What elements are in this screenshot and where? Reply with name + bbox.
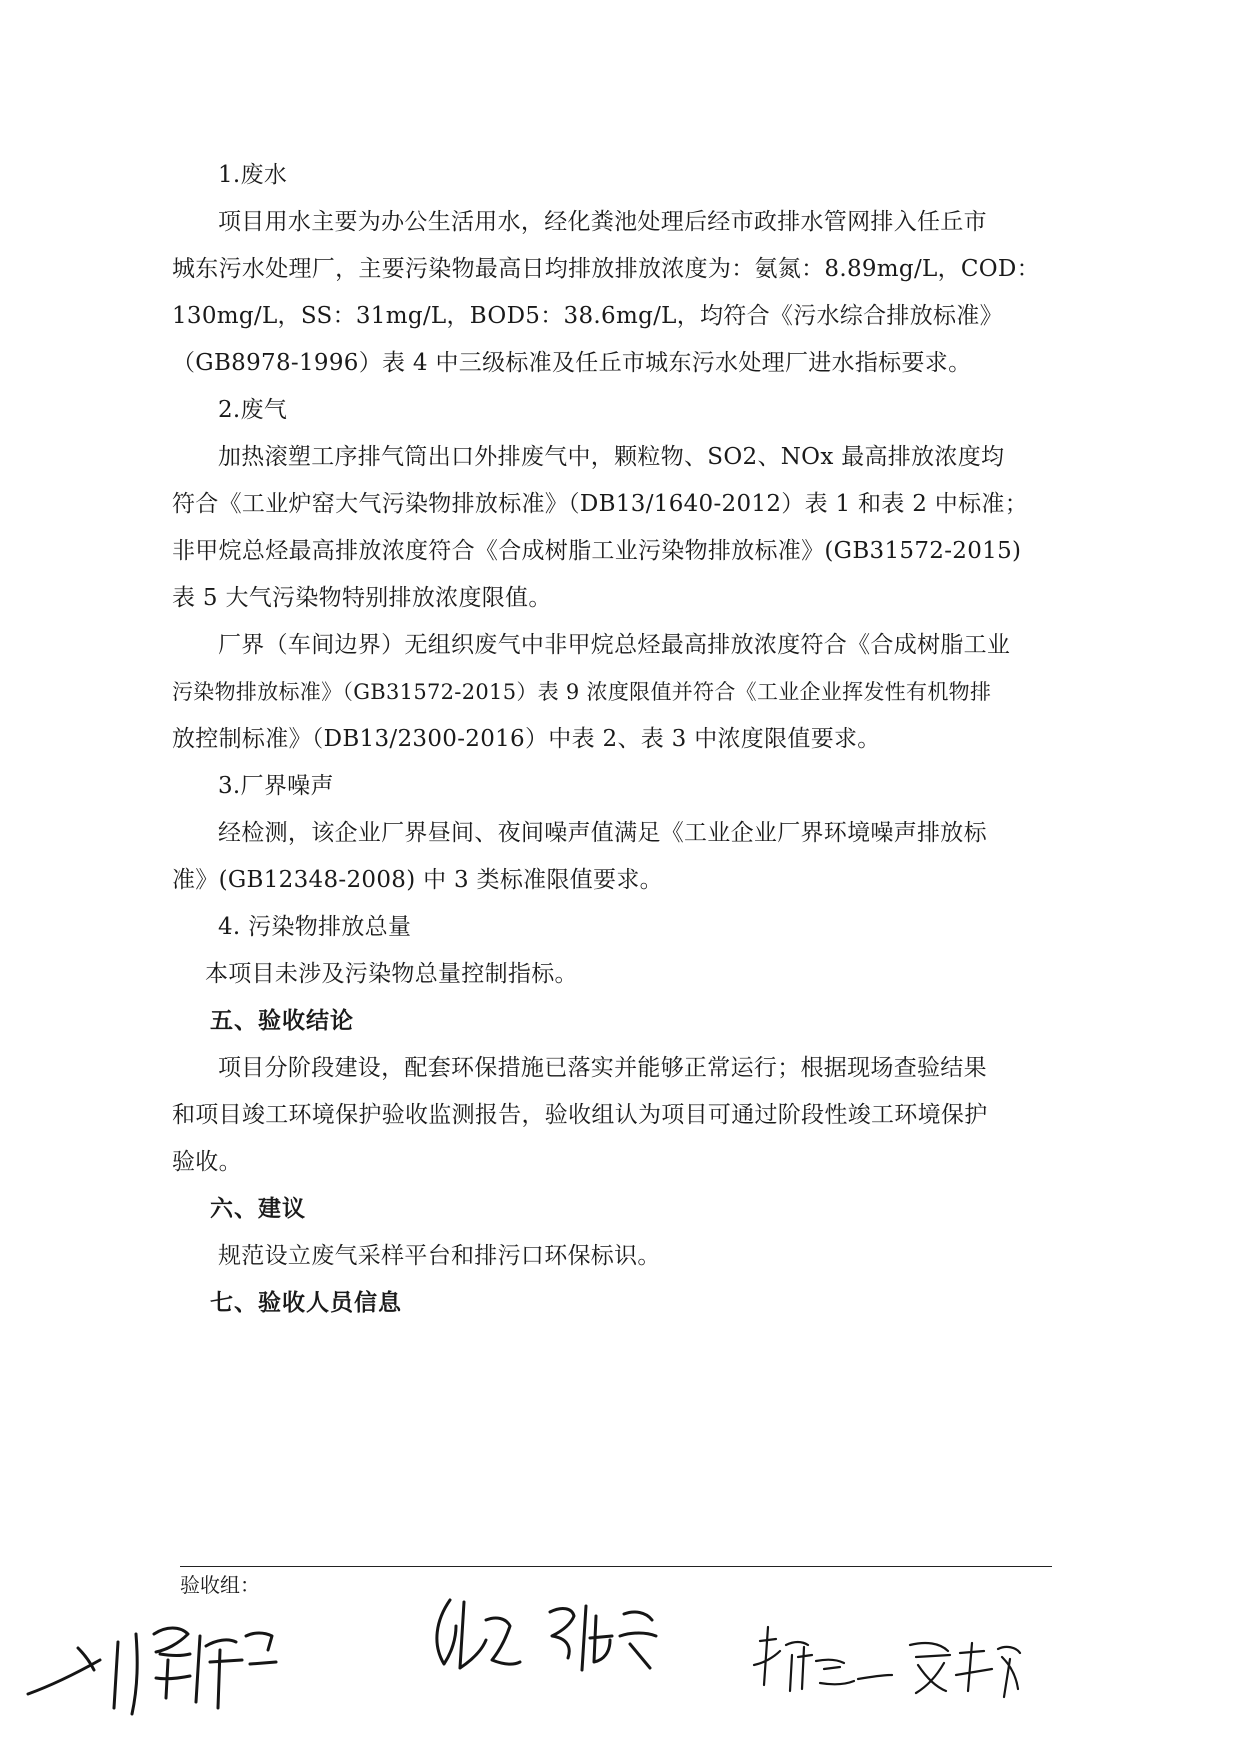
paragraph-line: 规范设立废气采样平台和排污口环保标识。 — [218, 1243, 661, 1269]
paragraph-line: 本项目未涉及污染物总量控制指标。 — [205, 961, 578, 987]
paragraph-line: 加热滚塑工序排气筒出口外排废气中，颗粒物、SO2、NOx 最高排放浓度均 — [218, 444, 1005, 470]
paragraph-line: 准》(GB12348-2008) 中 3 类标准限值要求。 — [172, 867, 663, 893]
subheading-wastewater: 1.废水 — [218, 162, 288, 188]
paragraph-line: 表 5 大气污染物特别排放浓度限值。 — [172, 585, 552, 611]
paragraph-line: （GB8978-1996）表 4 中三级标准及任丘市城东污水处理厂进水指标要求。 — [172, 350, 972, 376]
subheading-total-emissions: 4. 污染物排放总量 — [218, 914, 412, 940]
signature-divider — [180, 1566, 1052, 1567]
heading-suggestions: 六、建议 — [210, 1195, 306, 1222]
paragraph-line: 符合《工业炉窑大气污染物排放标准》（DB13/1640-2012）表 1 和表 2 中标准； — [172, 491, 1029, 517]
subheading-waste-gas: 2.废气 — [218, 397, 288, 423]
subheading-noise: 3.厂界噪声 — [218, 773, 334, 799]
handwritten-signature-3 — [740, 1605, 1040, 1715]
handwritten-signature-1 — [20, 1590, 280, 1720]
paragraph-line: 130mg/L，SS：31mg/L，BOD5：38.6mg/L，均符合《污水综合排放标准》 — [172, 303, 1003, 329]
handwritten-signature-2 — [420, 1580, 680, 1690]
paragraph-line: 和项目竣工环境保护验收监测报告，验收组认为项目可通过阶段性竣工环境保护 — [172, 1102, 988, 1128]
paragraph-line: 验收。 — [172, 1149, 242, 1175]
paragraph-line: 项目分阶段建设，配套环保措施已落实并能够正常运行；根据现场查验结果 — [218, 1055, 987, 1081]
paragraph-line: 经检测，该企业厂界昼间、夜间噪声值满足《工业企业厂界环境噪声排放标 — [218, 820, 987, 846]
paragraph-line: 放控制标准》（DB13/2300-2016）中表 2、表 3 中浓度限值要求。 — [172, 726, 881, 752]
paragraph-line: 城东污水处理厂，主要污染物最高日均排放排放浓度为：氨氮：8.89mg/L，COD： — [172, 256, 1040, 282]
paragraph-line: 厂界（车间边界）无组织废气中非甲烷总烃最高排放浓度符合《合成树脂工业 — [218, 632, 1011, 658]
paragraph-line: 项目用水主要为办公生活用水，经化粪池处理后经市政排水管网排入任丘市 — [218, 209, 987, 235]
heading-acceptance-conclusion: 五、验收结论 — [210, 1007, 354, 1034]
heading-personnel-info: 七、验收人员信息 — [210, 1289, 402, 1316]
signature-label: 验收组： — [180, 1573, 260, 1597]
paragraph-line: 污染物排放标准》（GB31572-2015）表 9 浓度限值并符合《工业企业挥发性有机物排 — [172, 680, 992, 704]
paragraph-line: 非甲烷总烃最高排放浓度符合《合成树脂工业污染物排放标准》(GB31572-2015) — [172, 538, 1022, 564]
